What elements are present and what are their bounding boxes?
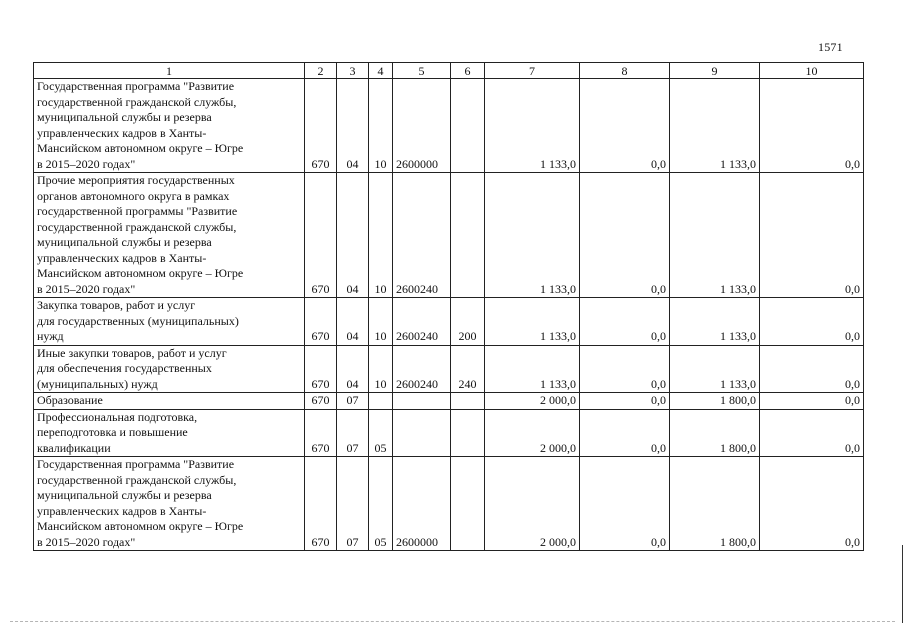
amount-cell: 1 133,0 bbox=[670, 298, 760, 346]
budget-table-body bbox=[34, 63, 864, 551]
row-name-line: государственной гражданской службы, bbox=[37, 472, 237, 487]
target-article-cell bbox=[393, 393, 451, 410]
section-code-cell: 04 bbox=[337, 298, 369, 346]
row-name-line: государственной гражданской службы, bbox=[37, 219, 237, 234]
section-code-cell: 04 bbox=[337, 345, 369, 393]
row-name-cell bbox=[34, 393, 305, 410]
row-name-line: Государственная программа "Развитие bbox=[37, 457, 235, 471]
amount-extra-cell: 0,0 bbox=[760, 409, 864, 457]
subsection-code-cell: 05 bbox=[369, 457, 393, 551]
row-name-line: Закупка товаров, работ и услуг bbox=[37, 298, 196, 312]
row-name-line: Образование bbox=[37, 393, 103, 407]
section-code-cell: 07 bbox=[337, 457, 369, 551]
table-row bbox=[34, 457, 864, 551]
amount-federal-cell: 0,0 bbox=[580, 298, 670, 346]
row-name-line: управленческих кадров в Ханты- bbox=[37, 503, 207, 518]
amount-cell: 1 800,0 bbox=[670, 409, 760, 457]
column-number: 7 bbox=[485, 63, 580, 79]
column-number: 2 bbox=[305, 63, 337, 79]
expense-type-cell bbox=[451, 457, 485, 551]
row-name-cell bbox=[34, 409, 305, 457]
budget-table bbox=[33, 62, 864, 551]
target-article-cell: 2600240 bbox=[393, 173, 451, 298]
section-code-cell: 04 bbox=[337, 173, 369, 298]
column-number: 1 bbox=[34, 63, 305, 79]
row-name-line: Профессиональная подготовка, bbox=[37, 409, 198, 424]
row-name-cell bbox=[34, 298, 305, 346]
column-number: 3 bbox=[337, 63, 369, 79]
amount-cell: 1 800,0 bbox=[670, 393, 760, 410]
row-name-line: Мансийском автономном округе – Югре bbox=[37, 266, 244, 280]
table-row bbox=[34, 79, 864, 173]
row-name-line: в 2015–2020 годах" bbox=[37, 534, 136, 549]
amount-cell: 1 133,0 bbox=[670, 345, 760, 393]
target-article-cell: 2600240 bbox=[393, 345, 451, 393]
column-number: 5 bbox=[393, 63, 451, 79]
row-name-line: Мансийском автономном округе – Югре bbox=[37, 519, 244, 533]
ministry-code-cell: 670 bbox=[305, 345, 337, 393]
row-name-line: (муниципальных) нужд bbox=[37, 376, 158, 391]
amount-extra-cell: 0,0 bbox=[760, 298, 864, 346]
row-name-line: муниципальной службы и резерва bbox=[37, 110, 212, 124]
row-name-line: для государственных (муниципальных) bbox=[37, 313, 239, 328]
column-number: 4 bbox=[369, 63, 393, 79]
amount-extra-cell: 0,0 bbox=[760, 79, 864, 173]
subsection-code-cell: 10 bbox=[369, 298, 393, 346]
row-name-line: в 2015–2020 годах" bbox=[37, 156, 136, 171]
row-name-line: государственной гражданской службы, bbox=[37, 94, 237, 109]
ministry-code-cell: 670 bbox=[305, 173, 337, 298]
row-name-cell bbox=[34, 173, 305, 298]
row-name-line: квалификации bbox=[37, 440, 111, 455]
subsection-code-cell: 10 bbox=[369, 345, 393, 393]
column-number: 8 bbox=[580, 63, 670, 79]
amount-federal-cell: 0,0 bbox=[580, 457, 670, 551]
row-name-cell bbox=[34, 79, 305, 173]
expense-type-cell: 240 bbox=[451, 345, 485, 393]
subsection-code-cell: 10 bbox=[369, 79, 393, 173]
row-name-line: Государственная программа "Развитие bbox=[37, 79, 235, 93]
amount-federal-cell: 0,0 bbox=[580, 173, 670, 298]
amount-cell: 1 133,0 bbox=[670, 173, 760, 298]
column-number-row bbox=[34, 63, 864, 79]
amount-extra-cell: 0,0 bbox=[760, 457, 864, 551]
amount-total-cell: 1 133,0 bbox=[485, 345, 580, 393]
amount-cell: 1 800,0 bbox=[670, 457, 760, 551]
table-row bbox=[34, 345, 864, 393]
subsection-code-cell: 05 bbox=[369, 409, 393, 457]
target-article-cell: 2600000 bbox=[393, 79, 451, 173]
expense-type-cell bbox=[451, 409, 485, 457]
row-name-line: управленческих кадров в Ханты- bbox=[37, 250, 207, 265]
amount-federal-cell: 0,0 bbox=[580, 393, 670, 410]
scan-bottom-edge bbox=[10, 621, 895, 622]
column-number: 9 bbox=[670, 63, 760, 79]
amount-federal-cell: 0,0 bbox=[580, 345, 670, 393]
scan-margin-line bbox=[902, 545, 903, 623]
row-name-line: Иные закупки товаров, работ и услуг bbox=[37, 345, 227, 360]
amount-cell: 1 133,0 bbox=[670, 79, 760, 173]
expense-type-cell bbox=[451, 79, 485, 173]
row-name-line: муниципальной службы и резерва bbox=[37, 235, 212, 249]
amount-total-cell: 2 000,0 bbox=[485, 393, 580, 410]
ministry-code-cell: 670 bbox=[305, 457, 337, 551]
amount-total-cell: 2 000,0 bbox=[485, 457, 580, 551]
expense-type-cell: 200 bbox=[451, 298, 485, 346]
row-name-line: органов автономного округа в рамках bbox=[37, 188, 230, 203]
row-name-line: Прочие мероприятия государственных bbox=[37, 173, 235, 187]
row-name-line: в 2015–2020 годах" bbox=[37, 281, 136, 296]
column-number: 6 bbox=[451, 63, 485, 79]
row-name-cell bbox=[34, 345, 305, 393]
section-code-cell: 04 bbox=[337, 79, 369, 173]
row-name-line: управленческих кадров в Ханты- bbox=[37, 125, 207, 140]
row-name-line: Мансийском автономном округе – Югре bbox=[37, 141, 244, 155]
ministry-code-cell: 670 bbox=[305, 298, 337, 346]
target-article-cell: 2600000 bbox=[393, 457, 451, 551]
row-name-line: переподготовка и повышение bbox=[37, 425, 188, 439]
ministry-code-cell: 670 bbox=[305, 409, 337, 457]
amount-extra-cell: 0,0 bbox=[760, 345, 864, 393]
subsection-code-cell bbox=[369, 393, 393, 410]
amount-total-cell: 1 133,0 bbox=[485, 79, 580, 173]
amount-total-cell: 2 000,0 bbox=[485, 409, 580, 457]
table-row bbox=[34, 298, 864, 346]
amount-total-cell: 1 133,0 bbox=[485, 173, 580, 298]
amount-extra-cell: 0,0 bbox=[760, 393, 864, 410]
amount-total-cell: 1 133,0 bbox=[485, 298, 580, 346]
expense-type-cell bbox=[451, 173, 485, 298]
row-name-line: государственной программы "Развитие bbox=[37, 204, 238, 218]
section-code-cell: 07 bbox=[337, 393, 369, 410]
row-name-cell bbox=[34, 457, 305, 551]
table-row bbox=[34, 409, 864, 457]
expense-type-cell bbox=[451, 393, 485, 410]
page-number: 1571 bbox=[818, 40, 843, 54]
target-article-cell bbox=[393, 409, 451, 457]
table-row bbox=[34, 393, 864, 410]
target-article-cell: 2600240 bbox=[393, 298, 451, 346]
row-name-line: для обеспечения государственных bbox=[37, 361, 212, 375]
subsection-code-cell: 10 bbox=[369, 173, 393, 298]
section-code-cell: 07 bbox=[337, 409, 369, 457]
ministry-code-cell: 670 bbox=[305, 79, 337, 173]
row-name-line: нужд bbox=[37, 329, 64, 343]
amount-federal-cell: 0,0 bbox=[580, 409, 670, 457]
ministry-code-cell: 670 bbox=[305, 393, 337, 410]
row-name-line: муниципальной службы и резерва bbox=[37, 488, 212, 502]
column-number: 10 bbox=[760, 63, 864, 79]
table-row bbox=[34, 173, 864, 298]
amount-extra-cell: 0,0 bbox=[760, 173, 864, 298]
amount-federal-cell: 0,0 bbox=[580, 79, 670, 173]
